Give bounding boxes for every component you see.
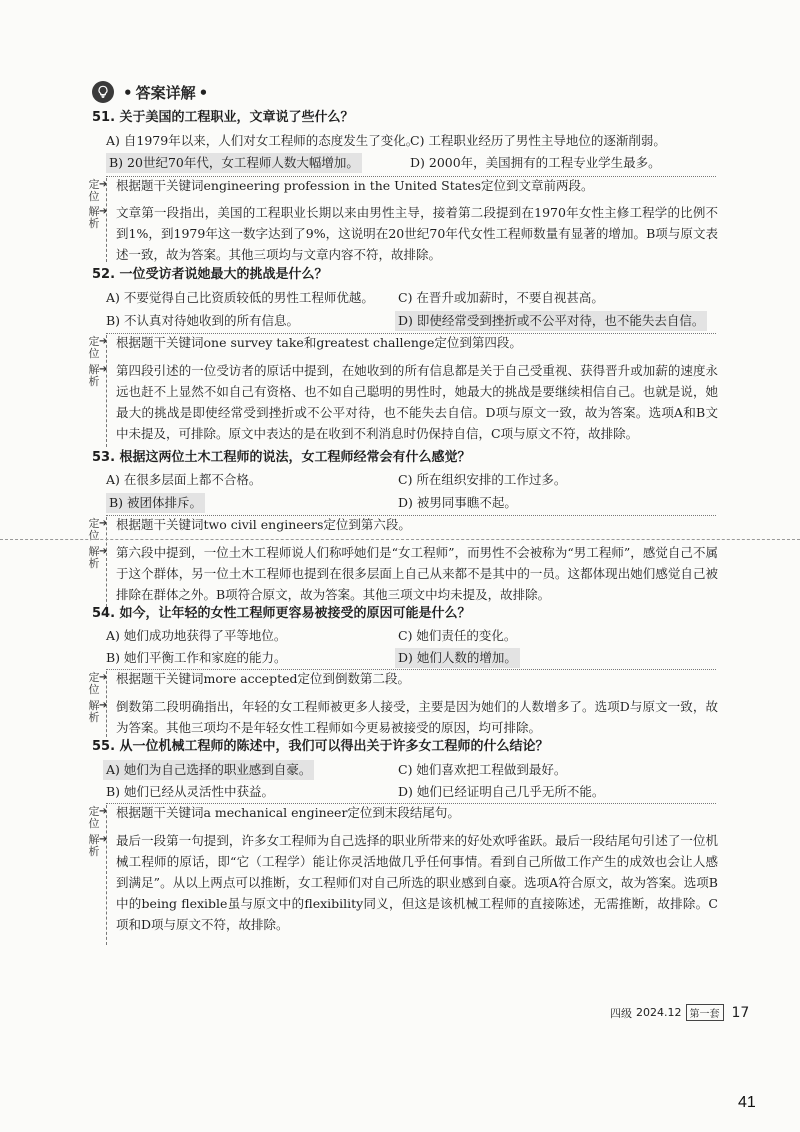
analysis-text: 最后一段第一句提到，许多女工程师为自己选择的职业所带来的好处欢呼雀跃。最后一段结尾句引述了一位机械工程师的原话，即“它（工程学）能让你灵活地做几乎任何事情。看到自己所做工作产生的成效也会让人感到满足”。从以上两点可以推断，女工程师们对自己所选的职业感到自豪。选项A符合原文，故为答案。选项B中的being flexible虽与原文中的flexibility同义，但这是该机械工程师的直接陈述，无需推断，故排除。C项和D项与原文不符，故排除。: [116, 833, 718, 932]
locate-text: 根据题干关键词a mechanical engineer定位到末段结尾句。: [116, 805, 460, 820]
option-d-answer: D) 她们人数的增加。: [395, 648, 520, 668]
option-a: A) 她们成功地获得了平等地位。: [106, 628, 287, 643]
locate-text: 根据题干关键词two civil engineers定位到第六段。: [116, 517, 411, 532]
option-b: B) 她们平衡工作和家庭的能力。: [106, 650, 287, 665]
analysis-tag: 解 析 ➔: [88, 833, 108, 858]
analysis-text: 文章第一段指出，美国的工程职业长期以来由男性主导，接着第二段提到在1970年女性主修工程学的比例不到1%，到1979年这一数字达到了9%，这说明在20世纪70年代女性工程师数量有显著的增加。B项与原文表述一致，故为答案。其他三项均与文章内容不符，故排除。: [116, 205, 718, 262]
analysis-tag: 解 析 ➔: [88, 205, 108, 230]
page-number: 17: [731, 1004, 750, 1021]
locate-tag: 定 位 ➔: [88, 671, 108, 696]
option-a: A) 自1979年以来，人们对女工程师的态度发生了变化。: [106, 133, 419, 148]
analysis-tag: 解 析 ➔: [88, 699, 108, 724]
option-c: C) 在晋升或加薪时，不要自视甚高。: [398, 290, 604, 305]
scan-page-number: 41: [738, 1094, 756, 1111]
lightbulb-icon: [92, 81, 114, 103]
option-c: C) 所在组织安排的工作过多。: [398, 472, 567, 487]
option-b: B) 不认真对待她收到的所有信息。: [106, 313, 300, 328]
question-title: 55. 从一位机械工程师的陈述中，我们可以得出关于许多女工程师的什么结论？: [92, 739, 549, 754]
analysis-tag: 解 析 ➔: [88, 545, 108, 570]
page-footer: [610, 1004, 749, 1021]
exam-date: 2024.12: [636, 1006, 682, 1019]
option-c: C) 她们喜欢把工程做到最好。: [398, 762, 567, 777]
section-title: • 答案详解 •: [123, 83, 209, 102]
question-title: 53. 根据这两位土木工程师的说法，女工程师经常会有什么感觉？: [92, 450, 471, 465]
locate-text: 根据题干关键词more accepted定位到倒数第二段。: [116, 671, 411, 686]
margin-line: [106, 517, 107, 607]
option-c: C) 她们责任的变化。: [398, 628, 517, 643]
analysis-text: 第六段中提到，一位土木工程师说人们称呼她们是“女工程师”，而男性不会被称为“男工程师”，感觉自己不属于这个群体，另一位土木工程师也提到在很多层面上自己从来都不是其中的一员。这都体现出她们感觉自己被排除在群体之外。B项符合原文，故为答案。其他三项文中均未提及，故排除。: [116, 545, 718, 602]
section-header: [92, 80, 211, 104]
locate-text: 根据题干关键词engineering profession in the United States定位到文章前两段。: [116, 178, 594, 193]
margin-line: [106, 178, 107, 262]
locate-tag: 定 位 ➔: [88, 335, 108, 360]
locate-tag: 定 位 ➔: [88, 805, 108, 830]
option-b-answer: B) 被团体排斥。: [106, 493, 205, 513]
locate-text: 根据题干关键词one survey take和greatest challenge定位到第四段。: [116, 335, 522, 350]
margin-line: [106, 805, 107, 945]
exam-set: 第一套: [686, 1004, 724, 1021]
question-title: 52. 一位受访者说她最大的挑战是什么？: [92, 267, 328, 282]
analysis-tag: 解 析 ➔: [88, 363, 108, 388]
margin-line: [106, 335, 107, 447]
locate-tag: 定 位 ➔: [88, 178, 108, 203]
option-d: D) 2000年，美国拥有的工程专业学生最多。: [410, 155, 661, 170]
exam-level: 四级: [610, 1006, 632, 1020]
question-title: 54. 如今，让年轻的女性工程师更容易被接受的原因可能是什么？: [92, 606, 471, 621]
divider-line: [0, 539, 800, 540]
option-d: D) 她们已经证明自己几乎无所不能。: [398, 784, 605, 799]
locate-tag: 定 位 ➔: [88, 517, 108, 542]
option-b: B) 她们已经从灵活性中获益。: [106, 784, 275, 799]
option-a-answer: A) 她们为自己选择的职业感到自豪。: [103, 760, 314, 780]
option-a: A) 在很多层面上都不合格。: [106, 472, 262, 487]
question-title: 51. 关于美国的工程职业，文章说了些什么？: [92, 110, 354, 125]
option-c: C) 工程职业经历了男性主导地位的逐渐削弱。: [410, 133, 666, 148]
analysis-text: 第四段引述的一位受访者的原话中提到，在她收到的所有信息都是关于自己受重视、获得晋升或加薪的速度永远也赶不上显然不如自己有资格、也不如自己聪明的男性时，她最大的挑战是要继续相信自己。也就是说，她最大的挑战是即使经常受到挫折或不公平对待，也不能失去自信。D项与原文一致，故为答案。选项A和B文中未提及，可排除。原文中表达的是在收到不利消息时仍保持自信，C项与原文不符，故排除。: [116, 363, 718, 441]
option-a: A) 不要觉得自己比资质较低的男性工程师优越。: [106, 290, 374, 305]
option-d-answer: D) 即使经常受到挫折或不公平对待，也不能失去自信。: [395, 311, 707, 331]
option-d: D) 被男同事瞧不起。: [398, 495, 517, 510]
option-b-answer: B) 20世纪70年代，女工程师人数大幅增加。: [106, 153, 362, 173]
analysis-text: 倒数第二段明确指出，年轻的女工程师被更多人接受，主要是因为她们的人数增多了。选项D与原文一致，故为答案。其他三项均不是年轻女性工程师如今更易被接受的原因，均可排除。: [116, 699, 718, 735]
